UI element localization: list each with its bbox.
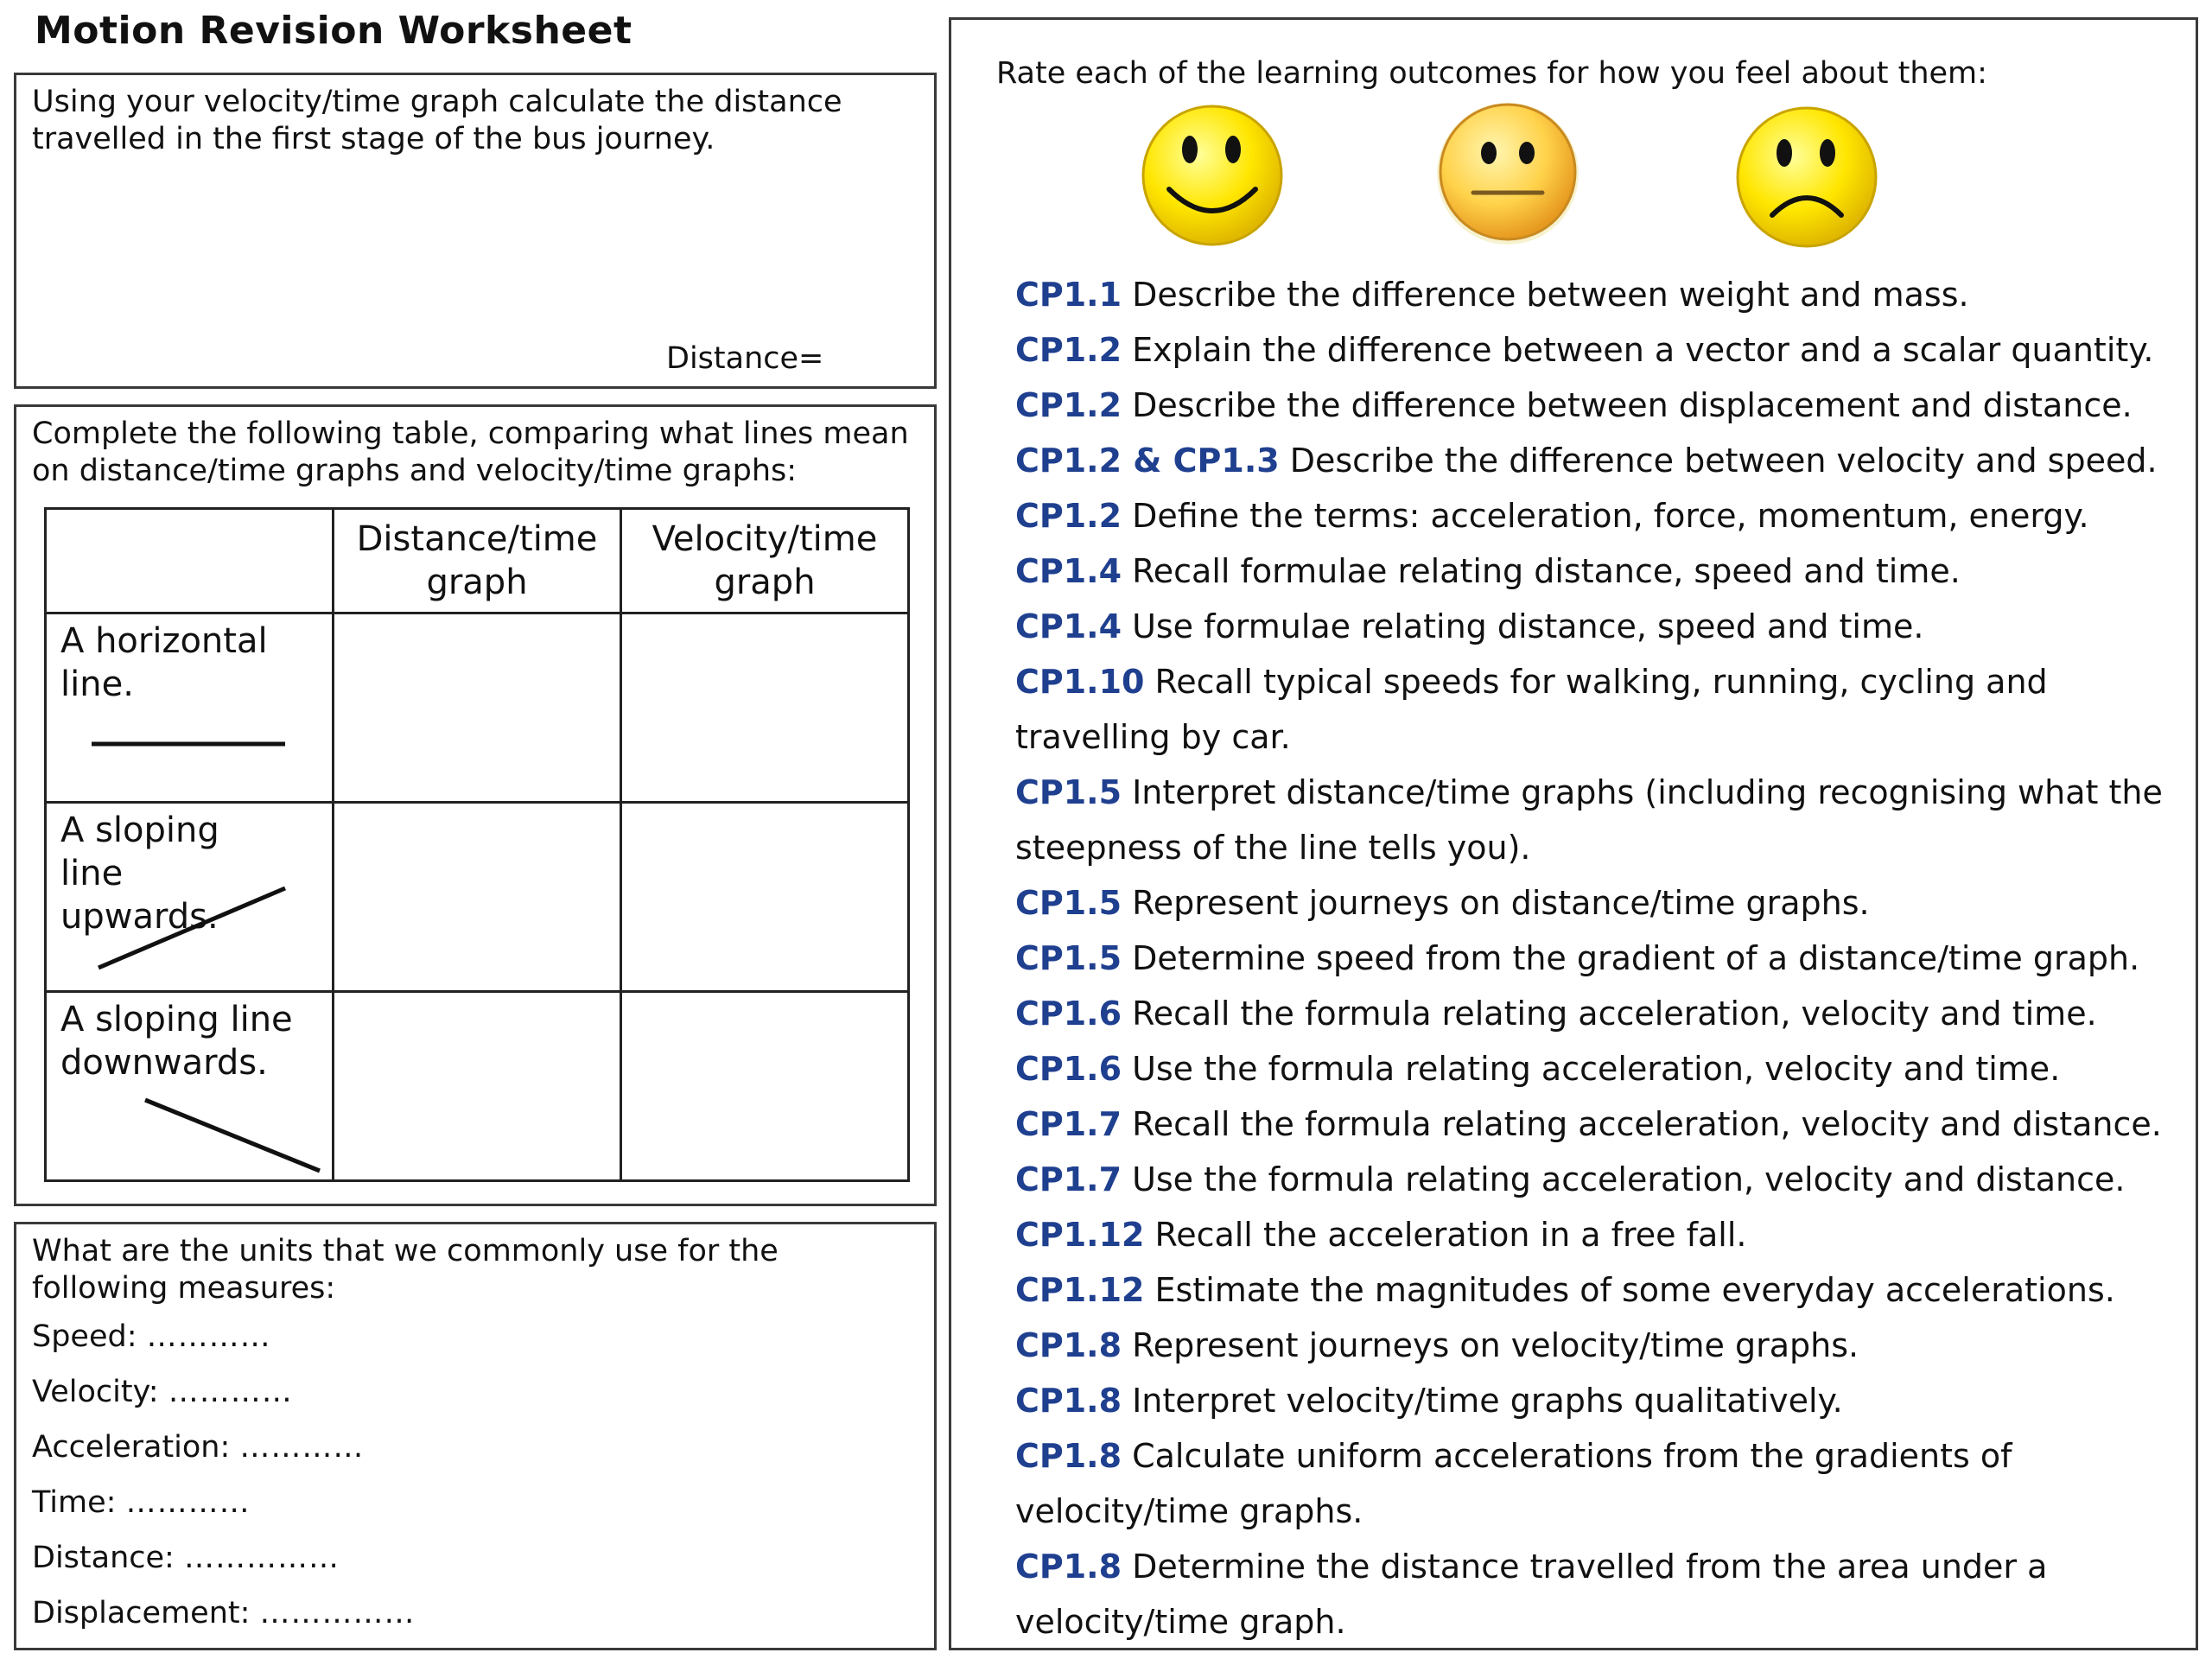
unit-label: Distance: (32, 1541, 175, 1575)
list-item (1015, 433, 2182, 488)
outcome-text: Interpret velocity/time graphs qualitatively. (1132, 1382, 1843, 1420)
unit-label: Displacement: (32, 1596, 251, 1630)
distance-answer-label: Distance= (666, 341, 824, 376)
unit-blank[interactable]: …………… (183, 1541, 340, 1575)
outcome-code: CP1.6 (1015, 995, 1122, 1033)
rating-instruction: Rate each of the learning outcomes for how you feel about them: (996, 56, 1987, 91)
unit-label: Time: (32, 1485, 117, 1520)
outcome-code: CP1.5 (1015, 773, 1122, 811)
neutral-face-icon[interactable] (1437, 103, 1579, 245)
outcome-text: Describe the difference between weight and mass. (1132, 276, 1969, 314)
outcome-text: Recall the formula relating acceleration, velocity and distance. (1132, 1105, 2162, 1143)
list-item (1015, 1428, 2182, 1539)
list-item (1015, 1041, 2182, 1096)
outcome-code: CP1.8 (1015, 1382, 1122, 1420)
graph-comparison-box (14, 404, 937, 1206)
list-item (1015, 543, 2182, 599)
outcome-text: Recall formulae relating distance, speed and time. (1132, 552, 1961, 590)
unit-blank[interactable]: ………… (239, 1430, 365, 1465)
list-item (1015, 488, 2182, 543)
table-header-distance-time: Distance/time graph (334, 509, 621, 613)
list-item (1015, 599, 2182, 654)
list-item (1015, 378, 2182, 433)
distance-question-text: Using your velocity/time graph calculate the distance travelled in the first stage of the bus journey. (32, 85, 842, 156)
units-question-box (14, 1222, 937, 1650)
list-item (1015, 654, 2182, 765)
outcome-text: Recall the acceleration in a free fall. (1154, 1216, 1747, 1254)
unit-blank[interactable]: ………… (168, 1375, 293, 1409)
learning-outcomes-list (1015, 267, 2182, 1649)
outcome-text: Estimate the magnitudes of some everyday accelerations. (1154, 1271, 2115, 1309)
table-row (46, 992, 909, 1181)
unit-item[interactable] (32, 1596, 416, 1630)
outcome-text: Calculate uniform accelerations from the gradients of velocity/time graphs. (1015, 1437, 2012, 1530)
row-label-cell (46, 992, 334, 1181)
table-row (46, 613, 909, 803)
list-item (1015, 765, 2182, 875)
graph-comparison-table (44, 507, 910, 1182)
list-item (1015, 1373, 2182, 1428)
table-header-empty (46, 509, 334, 613)
outcome-text: Determine speed from the gradient of a distance/time graph. (1132, 939, 2140, 977)
rating-faces (951, 20, 2201, 262)
outcome-text: Define the terms: acceleration, force, momentum, energy. (1132, 497, 2089, 535)
outcome-text: Represent journeys on distance/time graphs. (1132, 884, 1870, 922)
outcome-code: CP1.7 (1015, 1160, 1122, 1198)
unit-item[interactable] (32, 1541, 340, 1575)
outcome-code: CP1.2 & CP1.3 (1015, 442, 1280, 480)
outcome-text: Use the formula relating acceleration, velocity and distance. (1132, 1160, 2126, 1198)
sad-face-icon[interactable] (1738, 108, 1876, 246)
outcome-code: CP1.8 (1015, 1326, 1122, 1364)
unit-item[interactable] (32, 1375, 293, 1409)
answer-cell-velocity-upwards[interactable] (621, 803, 909, 992)
list-item (1015, 1539, 2182, 1649)
outcome-text: Use formulae relating distance, speed and time. (1132, 607, 1924, 645)
unit-label: Acceleration: (32, 1430, 231, 1465)
list-item (1015, 1152, 2182, 1207)
outcome-code: CP1.2 (1015, 497, 1122, 535)
answer-cell-velocity-horizontal[interactable] (621, 613, 909, 803)
row-label-upwards: A sloping line upwards. (60, 810, 219, 937)
outcome-code: CP1.7 (1015, 1105, 1122, 1143)
outcome-text: Describe the difference between displacement and distance. (1132, 386, 2133, 424)
outcome-code: CP1.6 (1015, 1050, 1122, 1088)
outcome-text: Determine the distance travelled from the area under a velocity/time graph. (1015, 1548, 2048, 1641)
outcome-text: Use the formula relating acceleration, velocity and time. (1132, 1050, 2061, 1088)
row-label-cell (46, 803, 334, 992)
outcome-text: Recall the formula relating acceleration, velocity and time. (1132, 995, 2097, 1033)
unit-item[interactable] (32, 1319, 271, 1354)
learning-outcomes-panel (949, 17, 2198, 1650)
unit-blank[interactable]: ………… (146, 1319, 271, 1354)
outcome-code: CP1.8 (1015, 1437, 1122, 1475)
table-row (46, 803, 909, 992)
outcome-code: CP1.1 (1015, 276, 1122, 314)
table-header-velocity-time: Velocity/time graph (621, 509, 909, 613)
list-item (1015, 322, 2182, 378)
answer-cell-distance-downwards[interactable] (334, 992, 621, 1181)
outcome-code: CP1.12 (1015, 1271, 1145, 1309)
list-item (1015, 875, 2182, 931)
units-question-text: What are the units that we commonly use for the following measures: (32, 1234, 779, 1306)
outcome-code: CP1.12 (1015, 1216, 1145, 1254)
outcome-code: CP1.2 (1015, 331, 1122, 369)
row-label-cell (46, 613, 334, 803)
outcome-code: CP1.4 (1015, 552, 1122, 590)
outcome-code: CP1.4 (1015, 607, 1122, 645)
graph-comparison-question: Complete the following table, comparing what lines mean on distance/time graphs and velocity/time graphs: (32, 416, 909, 488)
list-item (1015, 1096, 2182, 1152)
row-label-downwards: A sloping line downwards. (60, 1000, 293, 1083)
distance-question-box (14, 73, 937, 389)
outcome-text: Interpret distance/time graphs (including recognising what the steepness of the line tells you). (1015, 773, 2163, 867)
list-item (1015, 931, 2182, 986)
unit-label: Speed: (32, 1319, 137, 1354)
list-item (1015, 986, 2182, 1041)
outcome-code: CP1.10 (1015, 663, 1145, 701)
list-item (1015, 1207, 2182, 1262)
outcome-text: Represent journeys on velocity/time graphs. (1132, 1326, 1859, 1364)
outcome-text: Explain the difference between a vector and a scalar quantity. (1132, 331, 2154, 369)
unit-item[interactable] (32, 1430, 364, 1465)
list-item (1015, 1262, 2182, 1318)
row-label-horizontal: A horizontal line. (60, 621, 268, 704)
worksheet-title: Motion Revision Worksheet (35, 9, 632, 53)
unit-item[interactable] (32, 1485, 251, 1520)
outcome-code: CP1.2 (1015, 386, 1122, 424)
table-header-row (46, 509, 909, 613)
unit-label: Velocity: (32, 1375, 159, 1409)
unit-blank[interactable]: …………… (259, 1596, 416, 1630)
list-item (1015, 1318, 2182, 1373)
answer-cell-velocity-downwards[interactable] (621, 992, 909, 1181)
answer-cell-distance-horizontal[interactable] (334, 613, 621, 803)
outcome-code: CP1.5 (1015, 939, 1122, 977)
outcome-text: Describe the difference between velocity and speed. (1289, 442, 2158, 480)
outcome-code: CP1.5 (1015, 884, 1122, 922)
happy-face-icon[interactable] (1143, 106, 1281, 245)
outcome-code: CP1.8 (1015, 1548, 1122, 1586)
list-item (1015, 267, 2182, 322)
answer-cell-distance-upwards[interactable] (334, 803, 621, 992)
unit-blank[interactable]: ………… (125, 1485, 251, 1520)
outcome-text: Recall typical speeds for walking, running, cycling and travelling by car. (1015, 663, 2048, 756)
